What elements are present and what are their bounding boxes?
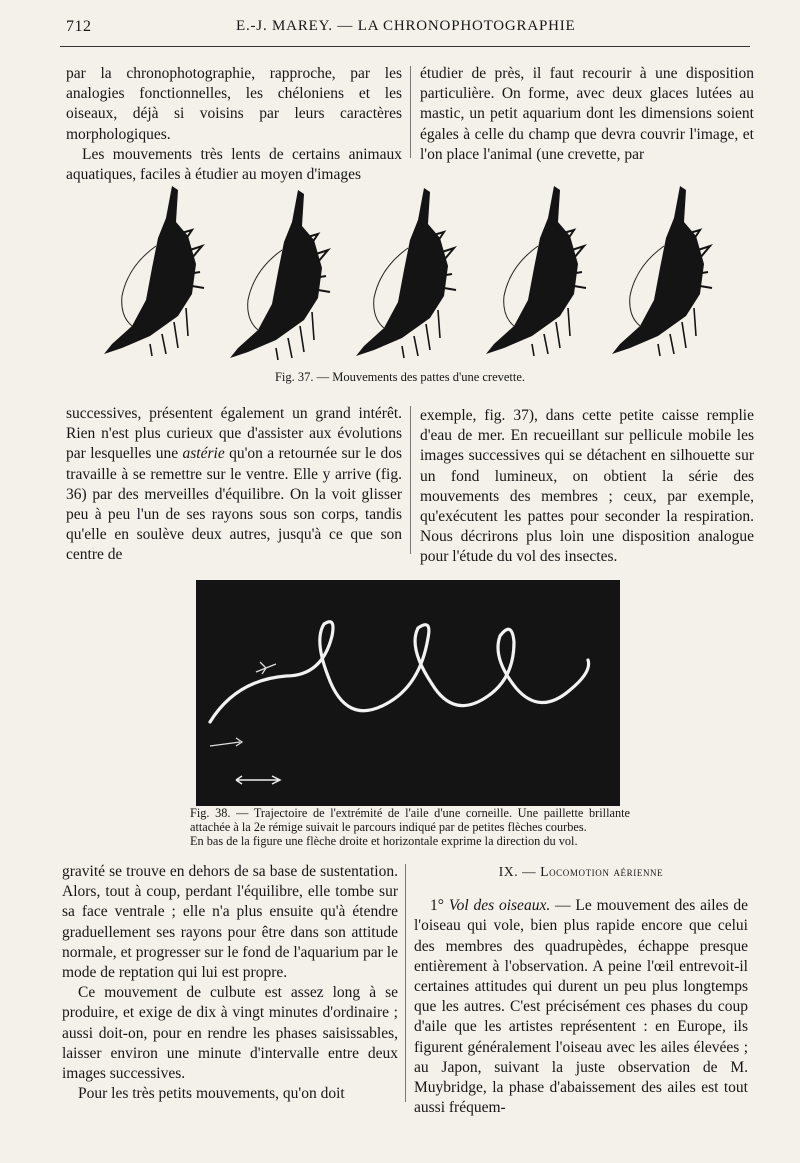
section-heading	[414, 862, 748, 882]
paragraph: Les mouvements très lents de certains animaux aquatiques, faciles à étudier au moyen d'images	[66, 145, 402, 184]
figure-38-wing-trajectory	[196, 580, 620, 806]
paragraph	[66, 404, 402, 566]
paragraph: par la chronophotographie, rapproche, par les analogies fonctionnelles, les chéloniens et les oiseaux, déjà si voisins par leurs caractères morphologiques.	[66, 65, 402, 143]
section-title: Locomotion aérienne	[540, 864, 664, 879]
figure-38-caption	[190, 806, 630, 848]
header-rule	[60, 46, 750, 47]
text-run: qu'on a retournée sur le dos travaille à se remettre sur le ventre. Elle y arrive (fig. 36) par des merveilles d'équilibre. On la voit glisser peu à peu l'un de ses rayons sous son corps, tandis qu'elle en soulève deux autres, jusqu'à ce que son centre de	[66, 445, 402, 564]
paragraph: exemple, fig. 37), dans cette petite caisse remplie d'eau de mer. En recueillant sur pellicule mobile les images successives qui se détachent en silhouette sur un fond lumineux, on obtient la série des mouvements des membres ; ceux, par exemple, qu'exécutent les pattes pour seconder la respiration. Nous décrirons plus loin une disposition analogue pour l'étude du vol des insectes.	[420, 407, 754, 566]
section-number: IX. —	[498, 864, 537, 879]
top-right-column	[420, 64, 754, 165]
caption-line: Fig. 38. — Trajectoire de l'extrémité de l'aile d'une corneille. Une paillette brillante attachée à la 2e rémige suivait le parcours indiqué par de petites flèches courbes.	[190, 806, 630, 834]
bottom-right-column	[414, 862, 748, 1118]
bottom-left-column	[62, 862, 398, 1104]
column-divider	[410, 406, 411, 554]
shrimp-silhouette-3	[356, 188, 456, 358]
shrimp-silhouette-1	[104, 186, 204, 356]
running-title: E.-J. MAREY. — LA CHRONOPHOTOGRAPHIE	[236, 18, 576, 34]
lead-title: Vol des oiseaux.	[448, 897, 551, 915]
paragraph: Pour les très petits mouvements, qu'on doit	[78, 1085, 345, 1103]
figure-37-caption: Fig. 37. — Mouvements des pattes d'une crevette.	[274, 370, 526, 384]
text-run: — Le mouvement des ailes de l'oiseau qui vole, bien plus rapide encore que celui des membres des quadrupèdes, échappe presque entièrement à l'observation. A peine l'œil entrevoit-il certaines attitudes qui durent un peu plus longtemps que les autres. C'est précisément ces phases du coup d'aile que les artistes représentent : en Europe, ils figurent généralement l'oiseau avec les ailes élevées ; au Japon, suivant la juste observation de M. Muybridge, la phase d'abaissement des ailes est tout aussi fréquem-	[414, 897, 748, 1117]
shrimp-silhouette-2	[230, 190, 330, 360]
column-divider	[410, 66, 411, 158]
page-number: 712	[66, 18, 92, 35]
column-divider	[405, 864, 406, 1102]
paragraph: Ce mouvement de culbute est assez long à se produire, et exige de dix à vingt minutes d'ordinaire ; aussi doit-on, pour en rendre les phases saisissables, laisser environ une minute d'intervalle entre deux images successives.	[62, 984, 398, 1083]
paragraph: étudier de près, il faut recourir à une disposition particulière. On forme, avec deux glaces lutées au mastic, un petit aquarium dont les dimensions soient égales à celle du champ que devra couvrir l'image, et l'on place l'animal (une crevette, par	[420, 65, 754, 163]
caption-line: En bas de la figure une flèche droite et horizontale exprime la direction du vol.	[190, 834, 578, 848]
paragraph	[414, 896, 748, 1118]
lead-number: 1°	[430, 897, 444, 915]
text-run: successives, présentent également un grand intérêt. Rien n'est plus curieux que d'assister aux évolutions par lesquelles une	[66, 405, 402, 463]
middle-left-column	[66, 404, 402, 566]
top-left-column	[66, 64, 402, 185]
figure-37-shrimp-sequence	[92, 176, 722, 370]
paragraph: gravité se trouve en dehors de sa base de sustentation. Alors, tout à coup, perdant l'équilibre, elle tombe sur sa face ventrale ; elle n'a plus ensuite qu'à étendre graduellement ses rayons pour être dans son attitude normale, et progresser sur le fond de l'aquarium par le mode de reptation qui lui est propre.	[62, 863, 398, 982]
shrimp-silhouette-5	[612, 186, 712, 356]
middle-right-column	[420, 406, 754, 568]
shrimp-silhouette-4	[486, 186, 586, 356]
emphasis: astérie	[182, 445, 225, 463]
